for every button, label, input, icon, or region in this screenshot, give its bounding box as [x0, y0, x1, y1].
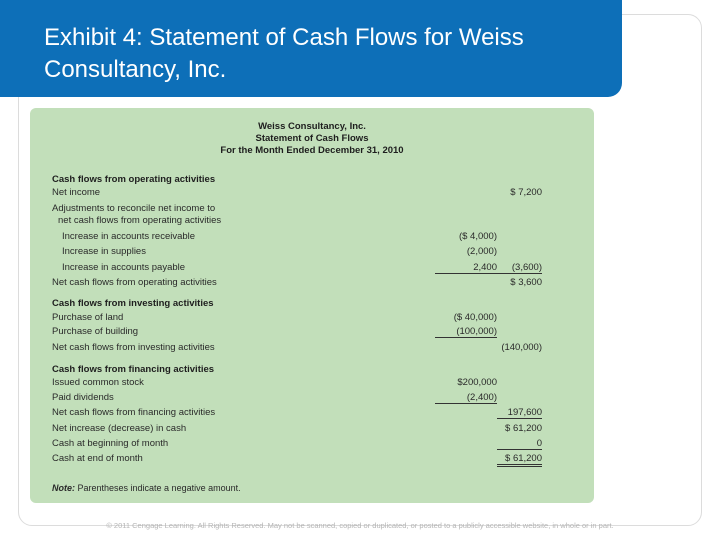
- statement-row: [52, 392, 562, 406]
- statement-header-line: Weiss Consultancy, Inc.: [258, 121, 366, 132]
- statement-row: [52, 342, 562, 356]
- statement-row: [52, 174, 562, 188]
- row-label: Net cash flows from financing activities: [52, 407, 216, 418]
- row-label: Cash flows from financing activities: [52, 364, 215, 375]
- slide-title: Exhibit 4: Statement of Cash Flows for Weiss Consultancy, Inc.: [44, 24, 524, 83]
- statement-row: [52, 187, 562, 201]
- statement-row: [52, 407, 562, 421]
- row-label: Increase in supplies: [62, 246, 146, 257]
- row-amount-total: $ 7,200: [510, 187, 542, 198]
- statement-row: [52, 277, 562, 291]
- row-amount-total: $ 61,200: [505, 423, 542, 434]
- row-label: Issued common stock: [52, 377, 144, 388]
- statement-row: [52, 215, 562, 229]
- note-text: Parentheses indicate a negative amount.: [75, 483, 241, 493]
- row-label: Purchase of building: [52, 326, 139, 337]
- row-amount-total: 197,600: [497, 407, 542, 419]
- statement-row: [52, 262, 562, 276]
- statement-row: [52, 453, 562, 467]
- row-label: Paid dividends: [52, 392, 114, 403]
- title-bar: [0, 0, 622, 97]
- row-label: Net cash flows from operating activities: [52, 277, 217, 288]
- row-label: Cash flows from operating activities: [52, 174, 216, 185]
- note-label: Note:: [52, 483, 75, 493]
- copyright-footer: © 2011 Cengage Learning. All Rights Reserved. May not be scanned, copied or duplicated, or posted to a publicly accessible website, in whole or in part.: [106, 521, 614, 530]
- statement-row: [52, 246, 562, 260]
- row-label: Increase in accounts receivable: [62, 231, 196, 242]
- row-amount-detail: ($ 4,000): [458, 231, 497, 242]
- row-amount-detail: (100,000): [435, 326, 497, 338]
- statement-row: [52, 231, 562, 245]
- row-label: net cash flows from operating activities: [58, 215, 222, 226]
- row-amount-total: 0: [497, 438, 542, 450]
- row-label: Net increase (decrease) in cash: [52, 423, 187, 434]
- row-label: Adjustments to reconcile net income to: [52, 203, 216, 214]
- statement-row: [52, 326, 562, 340]
- row-amount-detail: 2,400: [435, 262, 497, 274]
- row-label: Cash flows from investing activities: [52, 298, 214, 309]
- row-label: Cash at end of month: [52, 453, 143, 464]
- statement-row: [52, 438, 562, 452]
- statement-header-line: Statement of Cash Flows: [255, 133, 369, 144]
- statement-row: [52, 298, 562, 312]
- statement-note: [52, 483, 241, 493]
- row-amount-detail: (2,400): [435, 392, 497, 404]
- row-amount-total: $ 61,200: [497, 453, 542, 467]
- row-label: Net income: [52, 187, 101, 198]
- row-amount-detail: (2,000): [466, 246, 497, 257]
- row-label: Increase in accounts payable: [62, 262, 186, 273]
- statement-row: [52, 423, 562, 437]
- row-amount-total: (3,600): [497, 262, 542, 274]
- statement-row: [52, 377, 562, 391]
- row-amount-detail: $200,000: [457, 377, 497, 388]
- row-amount-detail: ($ 40,000): [453, 312, 497, 323]
- row-label: Purchase of land: [52, 312, 124, 323]
- statement-row: [52, 364, 562, 378]
- row-amount-total: $ 3,600: [510, 277, 542, 288]
- row-amount-total: (140,000): [501, 342, 542, 353]
- statement-header-line: For the Month Ended December 31, 2010: [220, 145, 404, 156]
- row-label: Cash at beginning of month: [52, 438, 169, 449]
- statement-row: [52, 312, 562, 326]
- row-label: Net cash flows from investing activities: [52, 342, 215, 353]
